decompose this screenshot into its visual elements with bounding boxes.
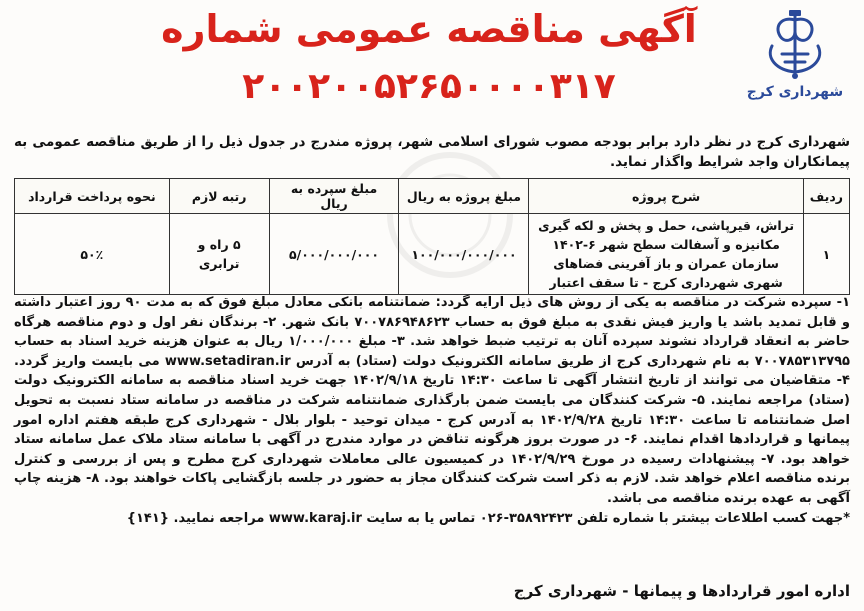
logo-caption: شهرداری کرج <box>746 84 844 100</box>
intro-paragraph: شهرداری کرج در نظر دارد برابر بودجه مصوب شورای اسلامی شهر، پروژه مندرج در جدول ذیل را از طریق مناقصه عمومی به پیمانکاران واجد شرایط واگذار نماید. <box>14 134 850 170</box>
row-grade: ۵ راه و ترابری <box>169 214 269 295</box>
row-index: ۱ <box>803 214 849 295</box>
table-header-row <box>15 179 850 214</box>
karaj-municipality-logo <box>740 6 850 100</box>
row-description: تراش، قیرپاشی، حمل و پخش و لکه گیری مکانیزه و آسفالت سطح شهر ۶-۱۴۰۲ سازمان عمران و باز آفرینی فضاهای شهری شهرداری کرج - تا سقف اعتبار <box>529 214 803 295</box>
conditions-paragraph <box>14 293 850 528</box>
header-deposit-amount: مبلغ سپرده به ریال <box>269 179 399 214</box>
row-deposit-amount: ۵/۰۰۰/۰۰۰/۰۰۰ <box>269 214 399 295</box>
table-row <box>15 214 850 295</box>
signature-line: اداره امور قراردادها و پیمانها - شهرداری کرج <box>513 582 850 600</box>
page-title: آگهی مناقصه عمومی شماره <box>161 7 697 51</box>
header-index: ردیف <box>803 179 849 214</box>
conditions-text: ۱- سپرده شرکت در مناقصه به یکی از روش های ذیل ارایه گردد: ضمانتنامه بانکی معادل مبلغ فوق که به مدت ۹۰ روز اعتبار داشته و قابل تمدید باشد یا واریز فیش نقدی به مبلغ فوق به حساب ۷۰۰۷۸۶۹۴۸۶۲۳ بانک شهر. ۲- برندگان نفر اول و دوم مناقصه هرگاه حاضر به انعقاد قرارداد نشوند سپرده آنان به ترتیب ضبط خواهد شد. ۳- مبلغ ۱/۰۰۰/۰۰۰ ریال به عنوان هزینه خرید اسناد به حساب ۷۰۰۷۸۵۳۱۳۷۹۵ به نام شهرداری کرج از طریق سامانه الکترونیک دولت (ستاد) به آدرس www.setadiran.ir می بایست واریز گردد. ۴- متقاضیان می توانند از تاریخ انتشار آگهی تا ساعت ۱۴:۳۰ تاریخ ۱۴۰۲/۹/۱۸ جهت خرید اسناد مناقصه به سامانه الکترونیک دولت (ستاد) مراجعه نمایند. ۵- شرکت کنندگان می بایست ضمن بارگذاری ضمانتنامه شرکت در مناقصه در سامانه ستاد نسبت به تحویل اصل ضمانتنامه تا ساعت ۱۴:۳۰ تاریخ ۱۴۰۲/۹/۲۸ به آدرس کرج - میدان توحید - بلوار بلال - شهرداری کرج طبقه هفتم اداره امور پیمانها و قراردادها اقدام نمایند. ۶- در صورت بروز هرگونه تناقض در موارد مندرج در آگهی با سامانه ستاد ملاک عمل سامانه ستاد خواهد بود. ۷- پیشنهادات رسیده در مورخ ۱۴۰۲/۹/۲۹ در کمیسیون عالی معاملات شهرداری کرج مطرح و پس از بررسی و کنترل برنده مناقصه اعلام خواهد شد. لازم به ذکر است شرکت کنندگان مجاز به حضور در جلسه بازگشایی پاکات خواهند بود. ۸- هزینه چاپ آگهی به عهده برنده مناقصه می باشد. <box>14 295 851 506</box>
header-project-amount: مبلغ پروژه به ریال <box>399 179 529 214</box>
karaj-emblem-icon <box>752 6 838 84</box>
header-payment: نحوه پرداخت قرارداد <box>15 179 170 214</box>
projects-table <box>14 178 850 295</box>
row-project-amount: ۱۰۰/۰۰۰/۰۰۰/۰۰۰ <box>399 214 529 295</box>
contact-line: *جهت کسب اطلاعات بیشتر با شماره تلفن ۳۵۸۹۲۴۲۳-۰۲۶ تماس یا به سایت www.karaj.ir مراجعه نمایید. {۱۴۱} <box>126 510 850 526</box>
row-payment: ۵۰٪ <box>15 214 170 295</box>
tender-number: ۲۰۰۲۰۰۵۲۶۵۰۰۰۰۳۱۷ <box>242 66 616 107</box>
header-description: شرح پروژه <box>529 179 803 214</box>
header-grade: رتبه لازم <box>169 179 269 214</box>
